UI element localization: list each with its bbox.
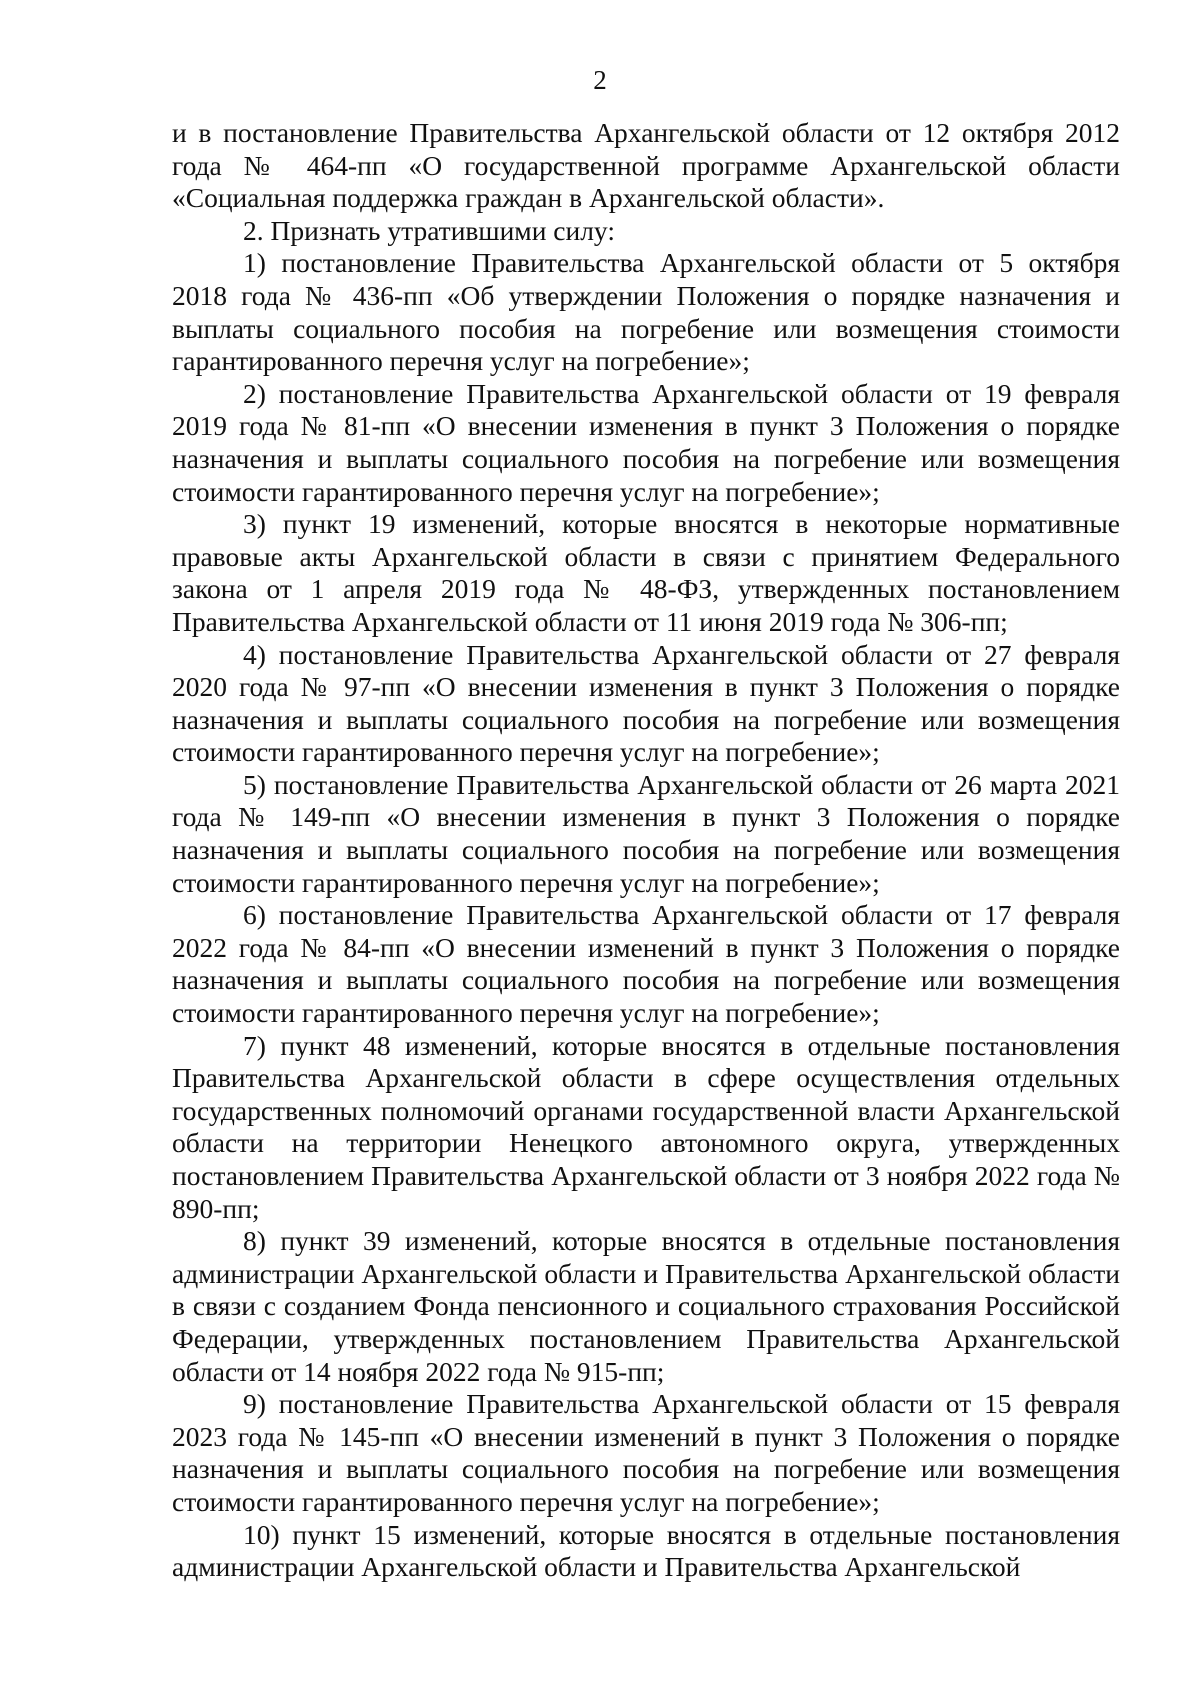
paragraph-subitem-4: 4) постановление Правительства Архангельской области от 27 февраля 2020 года № 97-пп «О внесении изменения в пункт 3 Положения о порядке назначения и выплаты социального пособия на погребение или возмещения стоимости гарантированного перечня услуг на погребение»; — [172, 638, 1120, 768]
paragraph-subitem-10: 10) пункт 15 изменений, которые вносятся в отдельные постановления администрации Архангельской области и Правительства Архангельской — [172, 1518, 1120, 1583]
document-body — [172, 117, 1120, 1584]
paragraph-subitem-1: 1) постановление Правительства Архангельской области от 5 октября 2018 года № 436-пп «Об утверждении Положения о порядке назначения и выплаты социального пособия на погребение или возмещения стоимости гарантированного перечня услуг на погребение»; — [172, 247, 1120, 377]
paragraph-subitem-7: 7) пункт 48 изменений, которые вносятся в отдельные постановления Правительства Архангельской области в сфере осуществления отдельных государственных полномочий органами государственной власти Архангельской области на территории Ненецкого автономного округа, утвержденных постановлением Правительства Архангельской области от 3 ноября 2022 года № 890-пп; — [172, 1029, 1120, 1224]
paragraph-subitem-6: 6) постановление Правительства Архангельской области от 17 февраля 2022 года № 84-пп «О внесении изменений в пункт 3 Положения о порядке назначения и выплаты социального пособия на погребение или возмещения стоимости гарантированного перечня услуг на погребение»; — [172, 899, 1120, 1029]
paragraph-subitem-8: 8) пункт 39 изменений, которые вносятся в отдельные постановления администрации Архангельской области и Правительства Архангельской области в связи с созданием Фонда пенсионного и социального страхования Российской Федерации, утвержденных постановлением Правительства Архангельской области от 14 ноября 2022 года № 915-пп; — [172, 1225, 1120, 1387]
paragraph-subitem-9: 9) постановление Правительства Архангельской области от 15 февраля 2023 года № 145-пп «О внесении изменений в пункт 3 Положения о порядке назначения и выплаты социального пособия на погребение или возмещения стоимости гарантированного перечня услуг на погребение»; — [172, 1388, 1120, 1517]
paragraph-item-2: 2. Признать утратившими силу: — [243, 214, 615, 246]
paragraph-subitem-5: 5) постановление Правительства Архангельской области от 26 марта 2021 года № 149-пп «О внесении изменения в пункт 3 Положения о порядке назначения и выплаты социального пособия на погребение или возмещения стоимости гарантированного перечня услуг на погребение»; — [172, 768, 1120, 898]
page-number: 2 — [593, 65, 607, 95]
paragraph-continuation: и в постановление Правительства Архангельской области от 12 октября 2012 года № 464-пп «О государственной программе Архангельской области «Социальная поддержка граждан в Архангельской области». — [172, 117, 1120, 214]
paragraph-subitem-3: 3) пункт 19 изменений, которые вносятся в некоторые нормативные правовые акты Архангельской области в связи с принятием Федерального закона от 1 апреля 2019 года № 48-ФЗ, утвержденных постановлением Правительства Архангельской области от 11 июня 2019 года № 306-пп; — [172, 508, 1120, 637]
paragraph-subitem-2: 2) постановление Правительства Архангельской области от 19 февраля 2019 года № 81-пп «О внесении изменения в пункт 3 Положения о порядке назначения и выплаты социального пособия на погребение или возмещения стоимости гарантированного перечня услуг на погребение»; — [172, 377, 1120, 507]
